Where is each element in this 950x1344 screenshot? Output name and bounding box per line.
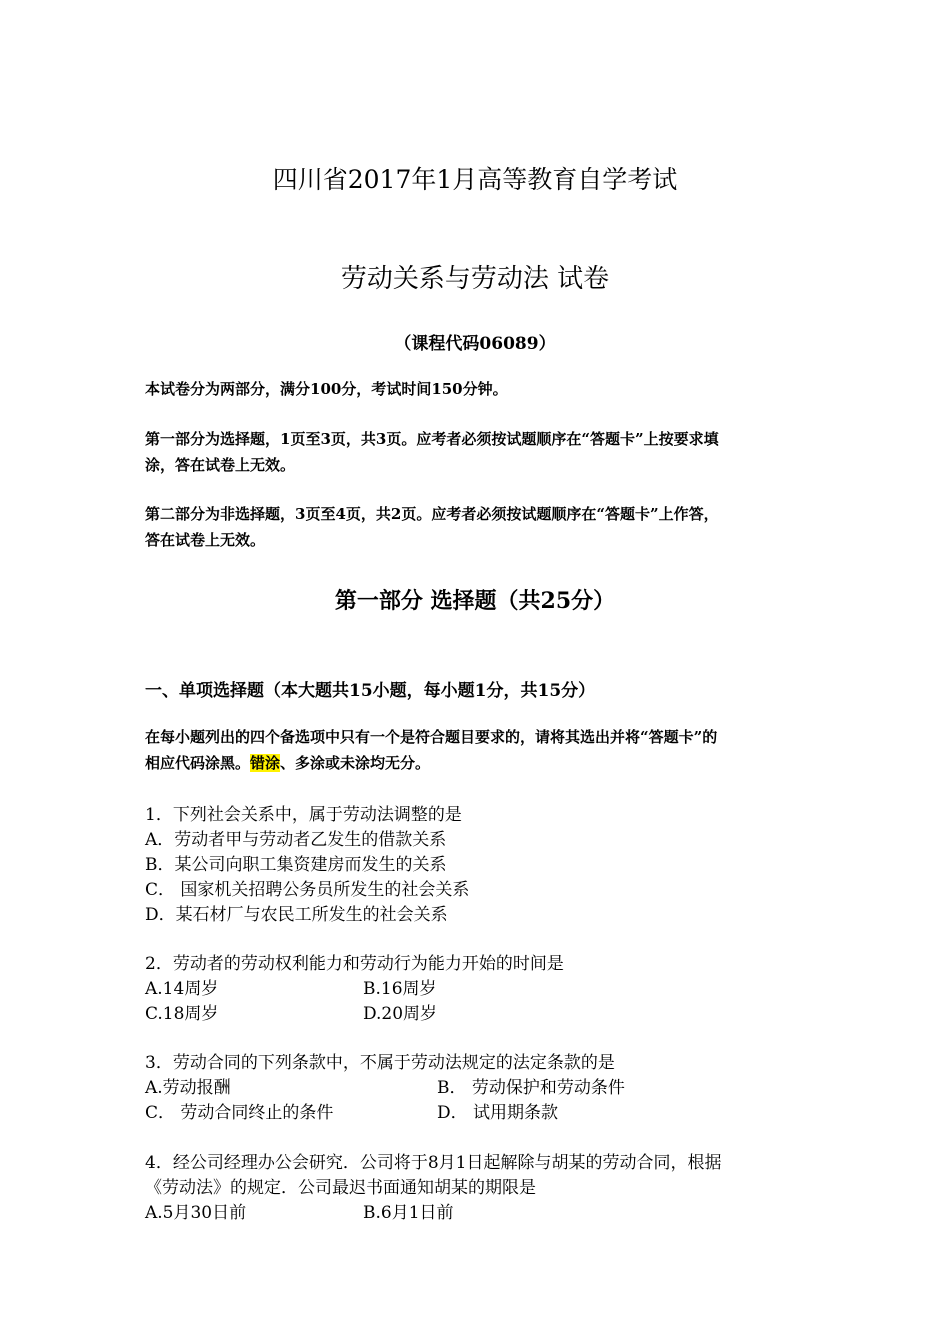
question-3-option-a: A.劳动报酬 (145, 1078, 231, 1098)
question-type-heading: 一、单项选择题（本大题共15小题，每小题1分，共15分） (145, 681, 596, 701)
question-3-stem: 3．劳动合同的下列条款中，不属于劳动法规定的法定条款的是 (145, 1053, 615, 1073)
question-4-stem-line1: 4．经公司经理办公会研究．公司将于8月1日起解除与胡某的劳动合同，根据 (145, 1153, 722, 1173)
question-3-option-b: B． 劳动保护和劳动条件 (437, 1078, 625, 1098)
question-2-option-b: B.16周岁 (363, 979, 437, 999)
question-2-option-a: A.14周岁 (145, 979, 219, 999)
paper-subtitle: 劳动关系与劳动法 试卷 (340, 264, 610, 294)
instruction-line2 (145, 752, 430, 773)
intro-part2-line2: 答在试卷上无效。 (145, 531, 266, 549)
question-4-option-b: B.6月1日前 (363, 1203, 454, 1223)
question-2-stem: 2．劳动者的劳动权利能力和劳动行为能力开始的时间是 (145, 954, 564, 974)
question-2-option-c: C.18周岁 (145, 1004, 219, 1024)
course-code: （课程代码06089） (394, 334, 556, 354)
question-2-option-d: D.20周岁 (363, 1004, 438, 1024)
question-4-option-a: A.5月30日前 (145, 1203, 247, 1223)
highlighted-text: 错涂 (250, 754, 281, 772)
intro-part1-line2: 涂，答在试卷上无效。 (145, 456, 296, 474)
section-title: 第一部分 选择题（共25分） (334, 588, 616, 614)
question-1-stem: 1．下列社会关系中，属于劳动法调整的是 (145, 805, 462, 825)
question-1-option-a: A．劳动者甲与劳动者乙发生的借款关系 (145, 830, 447, 850)
instruction-line2-post: 、多涂或未涂均无分。 (280, 754, 431, 772)
question-3-option-c: C． 劳动合同终止的条件 (145, 1103, 334, 1123)
intro-part1-line1: 第一部分为选择题，1页至3页，共3页。应考者必须按试题顺序在“答题卡”上按要求填 (145, 430, 719, 448)
question-1-option-b: B．某公司向职工集资建房而发生的关系 (145, 855, 447, 875)
instruction-line2-pre: 相应代码涂黑。 (145, 754, 251, 772)
intro-line-total: 本试卷分为两部分，满分100分，考试时间150分钟。 (145, 380, 508, 398)
question-3-option-d: D． 试用期条款 (437, 1103, 559, 1123)
question-1-option-c: C． 国家机关招聘公务员所发生的社会关系 (145, 880, 470, 900)
exam-title: 四川省2017年1月高等教育自学考试 (272, 165, 678, 194)
question-1-option-d: D．某石材厂与农民工所发生的社会关系 (145, 905, 448, 925)
intro-part2-line1: 第二部分为非选择题，3页至4页，共2页。应考者必须按试题顺序在“答题卡”上作答， (145, 505, 719, 523)
instruction-line1: 在每小题列出的四个备选项中只有一个是符合题目要求的，请将其选出并将“答题卡”的 (145, 728, 718, 746)
question-4-stem-line2: 《劳动法》的规定．公司最迟书面通知胡某的期限是 (145, 1178, 536, 1198)
